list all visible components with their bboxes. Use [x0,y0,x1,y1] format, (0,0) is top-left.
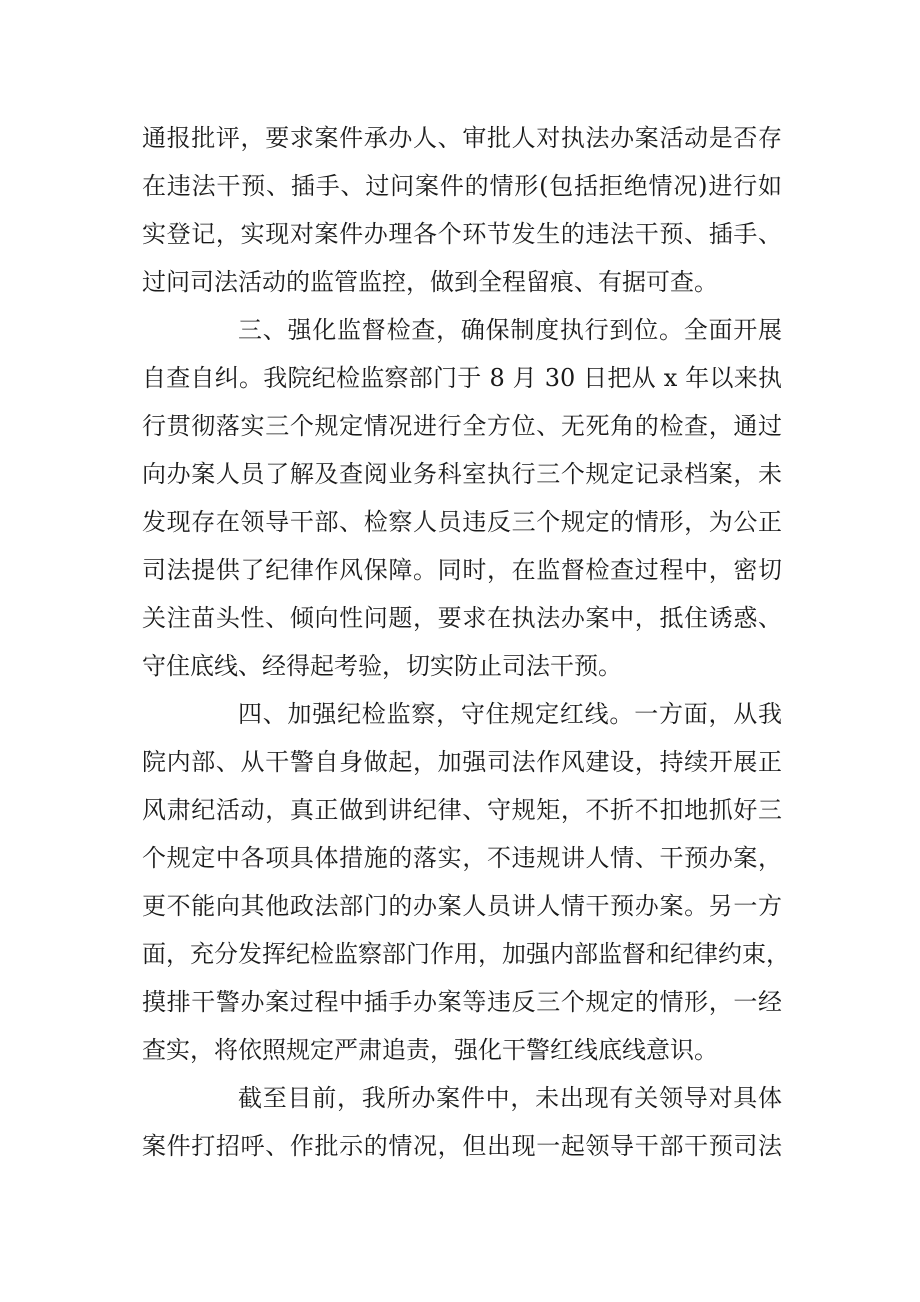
text-line: 行贯彻落实三个规定情况进行全方位、无死角的检查，通过 [142,412,782,440]
text-line: 发现存在领导干部、检察人员违反三个规定的情形，为公正 [142,508,782,536]
text-line: 面，充分发挥纪检监察部门作用，加强内部监督和纪律约束， [142,940,790,968]
text-line: 摸排干警办案过程中插手办案等违反三个规定的情形，一经 [142,988,782,1016]
paragraph-heading-line: 四、加强纪检监察，守住规定红线。一方面，从我 [238,700,782,728]
text-line: 自查自纠。我院纪检监察部门于 8 月 30 日把从 x 年以来执 [142,364,782,392]
paragraph-heading-line: 三、强化监督检查，确保制度执行到位。全面开展 [238,316,782,344]
text-line: 实登记，实现对案件办理各个环节发生的违法干预、插手、 [142,220,782,248]
text-line: 通报批评，要求案件承办人、审批人对执法办案活动是否存 [142,124,782,152]
text-line: 更不能向其他政法部门的办案人员讲人情干预办案。另一方 [142,892,782,920]
text-line: 风肃纪活动，真正做到讲纪律、守规矩，不折不扣地抓好三 [142,796,782,824]
text-line: 守住底线、经得起考验，切实防止司法干预。 [142,652,622,680]
text-line: 院内部、从干警自身做起，加强司法作风建设，持续开展正 [142,748,782,776]
text-line: 查实，将依照规定严肃追责，强化干警红线底线意识。 [142,1036,718,1064]
text-line: 向办案人员了解及查阅业务科室执行三个规定记录档案，未 [142,460,782,488]
paragraph-heading-line: 截至目前，我所办案件中，未出现有关领导对具体 [238,1084,782,1112]
text-line: 个规定中各项具体措施的落实，不违规讲人情、干预办案， [142,844,782,872]
text-line: 在违法干预、插手、过问案件的情形(包括拒绝情况)进行如 [142,172,782,200]
text-line: 过问司法活动的监管监控，做到全程留痕、有据可查。 [142,268,718,296]
text-line: 案件打招呼、作批示的情况，但出现一起领导干部干预司法 [142,1132,782,1160]
text-line: 司法提供了纪律作风保障。同时，在监督检查过程中，密切 [142,556,782,584]
text-line: 关注苗头性、倾向性问题，要求在执法办案中，抵住诱惑、 [142,604,782,632]
